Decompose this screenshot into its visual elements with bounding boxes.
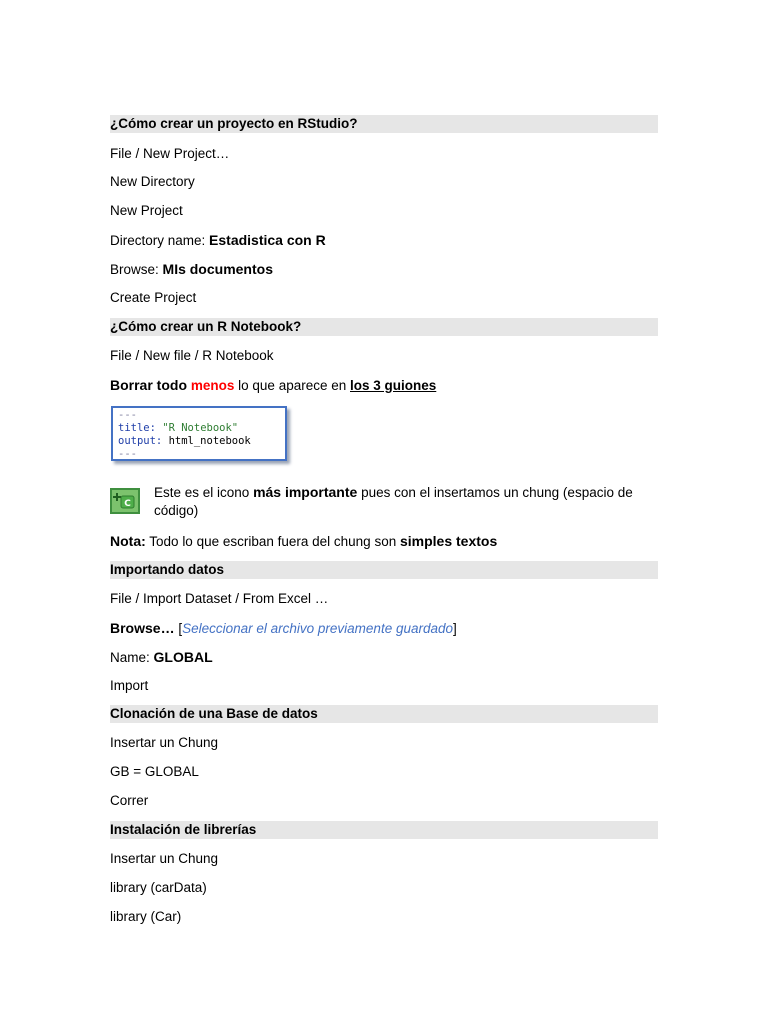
browse-file-label: Browse… bbox=[110, 620, 175, 636]
nota-label: Nota: bbox=[110, 533, 146, 549]
step-create-project: Create Project bbox=[110, 290, 197, 305]
heading-instalacion-librerias: Instalación de librerías bbox=[110, 821, 658, 839]
aparece-text: lo que aparece en bbox=[234, 378, 350, 393]
step-file-new-project: File / New Project… bbox=[110, 146, 230, 161]
step-new-project: New Project bbox=[110, 203, 183, 218]
step-insertar-chung-1: Insertar un Chung bbox=[110, 735, 219, 750]
icon-desc-c: pues con el insertamos un chung (espacio de código) bbox=[154, 485, 633, 518]
step-correr: Correr bbox=[110, 793, 149, 808]
heading-rstudio-project: ¿Cómo crear un proyecto en RStudio? bbox=[110, 115, 658, 133]
code-line-title bbox=[118, 422, 280, 435]
step-new-directory: New Directory bbox=[110, 174, 195, 189]
insert-chunk-icon bbox=[110, 488, 140, 514]
bracket-close: ] bbox=[453, 621, 457, 636]
code-title-key: title: bbox=[118, 422, 163, 434]
step-dataset-name bbox=[110, 648, 658, 667]
dataset-name-label: Name: bbox=[110, 650, 154, 665]
icon-desc-a: Este es el icono bbox=[154, 485, 254, 500]
icon-description bbox=[154, 483, 654, 520]
browse-file-hint: Seleccionar el archivo previamente guardado bbox=[182, 621, 454, 636]
code-line-dashes-top: --- bbox=[118, 409, 137, 421]
step-browse-file bbox=[110, 619, 658, 638]
bracket-open: [ bbox=[174, 621, 183, 636]
code-output-key: output: bbox=[118, 435, 169, 447]
nota-text: Todo lo que escriban fuera del chung son bbox=[145, 534, 400, 549]
icon-desc-important: más importante bbox=[253, 484, 358, 500]
step-new-r-notebook: File / New file / R Notebook bbox=[110, 348, 274, 363]
step-borrar bbox=[110, 376, 658, 395]
step-import-dataset: File / Import Dataset / From Excel … bbox=[110, 591, 329, 606]
code-line-dashes-bottom: --- bbox=[118, 448, 137, 460]
heading-importando-datos: Importando datos bbox=[110, 561, 658, 579]
browse-label: Browse: bbox=[110, 262, 163, 277]
step-import: Import bbox=[110, 678, 149, 693]
browse-value: MIs documentos bbox=[162, 261, 273, 277]
svg-text:C: C bbox=[124, 499, 131, 509]
borrar-text: Borrar todo bbox=[110, 377, 191, 393]
dataset-name-value: GLOBAL bbox=[153, 649, 213, 665]
directory-name-value: Estadistica con R bbox=[209, 232, 326, 248]
yaml-code-block bbox=[111, 406, 287, 461]
code-line-output bbox=[118, 435, 280, 448]
heading-r-notebook: ¿Cómo crear un R Notebook? bbox=[110, 318, 658, 336]
step-browse bbox=[110, 260, 658, 279]
step-insertar-chung-2: Insertar un Chung bbox=[110, 851, 219, 866]
step-directory-name bbox=[110, 231, 658, 250]
code-output-value: html_notebook bbox=[168, 435, 251, 447]
directory-name-label: Directory name: bbox=[110, 233, 210, 248]
step-library-cardata: library (carData) bbox=[110, 880, 207, 895]
step-library-car: library (Car) bbox=[110, 909, 182, 924]
menos-text: menos bbox=[190, 378, 235, 393]
step-gb-global: GB = GLOBAL bbox=[110, 764, 199, 779]
guiones-text: los 3 guiones bbox=[350, 378, 437, 393]
code-title-value: "R Notebook" bbox=[162, 422, 239, 434]
nota-emphasis: simples textos bbox=[399, 533, 498, 549]
heading-clonacion: Clonación de una Base de datos bbox=[110, 705, 658, 723]
nota-line bbox=[110, 532, 658, 551]
